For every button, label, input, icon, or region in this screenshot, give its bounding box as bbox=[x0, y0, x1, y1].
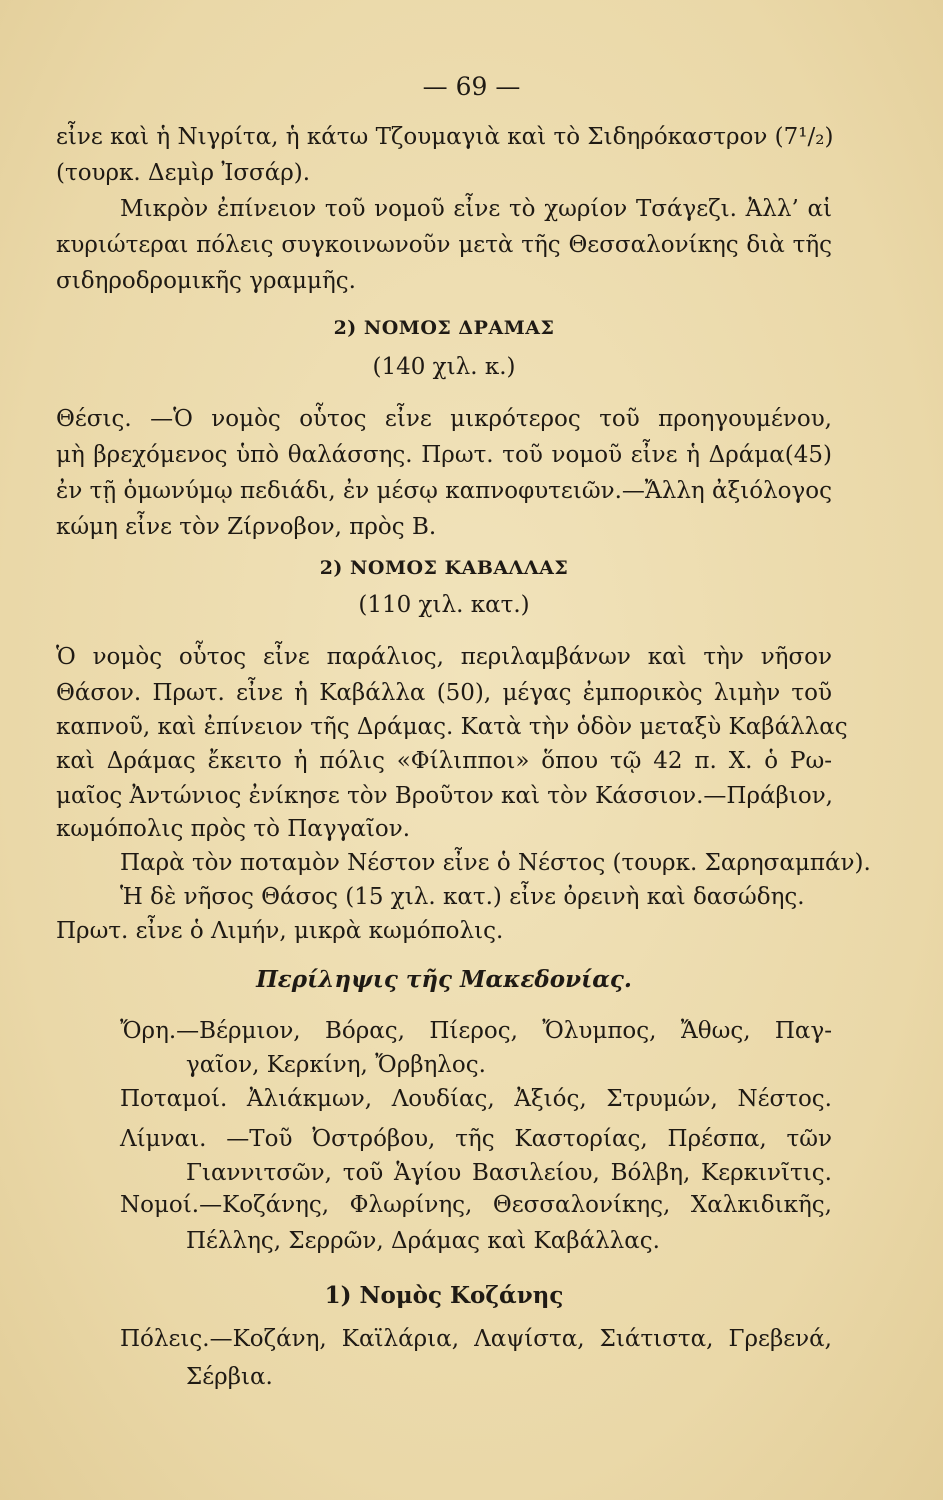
text-line: κυριώτεραι πόλεις συγκοινωνοῦν μετὰ τῆς Θεσσαλονίκης διὰ τῆς bbox=[56, 232, 832, 258]
text-line: Ἡ δὲ νῆσος Θάσος (15 χιλ. κατ.) εἶνε ὀρεινὴ καὶ δασώδης. bbox=[120, 884, 805, 910]
section-subheading: (110 χιλ. κατ.) bbox=[358, 592, 530, 618]
text-line: Πόλεις.—Κοζάνη, Καϊλάρια, Λαψίστα, Σιάτιστα, Γρεβενά, bbox=[120, 1326, 832, 1352]
section-heading: 2) ΝΟΜΟΣ ΚΑΒΑΛΛΑΣ bbox=[319, 557, 569, 579]
text-line: Γιαννιτσῶν, τοῦ Ἁγίου Βασιλείου, Βόλβη, Κερκινῖτις. bbox=[186, 1160, 832, 1186]
text-line: Ὁ νομὸς οὗτος εἶνε παράλιος, περιλαμβάνων καὶ τὴν νῆσον bbox=[56, 644, 832, 670]
subsection-heading: 1) Νομὸς Κοζάνης bbox=[324, 1282, 564, 1309]
text-line: Πρωτ. εἶνε ὁ Λιμήν, μικρὰ κωμόπολις. bbox=[56, 918, 504, 944]
text-line: Λίμναι. —Τοῦ Ὀστρόβου, τῆς Καστορίας, Πρέσπα, τῶν bbox=[120, 1126, 832, 1152]
text-line: σιδηροδρομικῆς γραμμῆς. bbox=[56, 268, 356, 294]
text-line: Μικρὸν ἐπίνειον τοῦ νομοῦ εἶνε τὸ χωρίον Τσάγεζι. Ἀλλ’ αἱ bbox=[120, 196, 832, 222]
text-line: Παρὰ τὸν ποταμὸν Νέστον εἶνε ὁ Νέστος (τουρκ. Σαρησαμπάν). bbox=[120, 850, 871, 876]
text-line: Σέρβια. bbox=[186, 1364, 273, 1390]
text-line: Ὄρη.—Βέρμιον, Βόρας, Πίερος, Ὄλυμπος, Ἄθως, Παγ- bbox=[120, 1018, 832, 1044]
text-line: Πέλλης, Σερρῶν, Δράμας καὶ Καβάλλας. bbox=[186, 1228, 660, 1254]
text-line: ἐν τῇ ὁμωνύμῳ πεδιάδι, ἐν μέσῳ καπνοφυτειῶν.—Ἄλλη ἀξιόλογος bbox=[56, 478, 832, 504]
text-line: κωμόπολις πρὸς τὸ Παγγαῖον. bbox=[56, 816, 411, 842]
text-line: γαῖον, Κερκίνη, Ὄρβηλος. bbox=[186, 1052, 486, 1078]
text-line: Θέσις. —Ὁ νομὸς οὗτος εἶνε μικρότερος τοῦ προηγουμένου, bbox=[56, 406, 832, 432]
section-heading: 2) ΝΟΜΟΣ ΔΡΑΜΑΣ bbox=[333, 317, 555, 339]
summary-heading: Περίληψις τῆς Μακεδονίας. bbox=[256, 966, 632, 993]
page-number: — 69 — bbox=[422, 72, 521, 101]
text-line: καὶ Δράμας ἔκειτο ἡ πόλις «Φίλιπποι» ὅπου τῷ 42 π. Χ. ὁ Ρω- bbox=[56, 748, 832, 774]
text-line: Θάσον. Πρωτ. εἶνε ἡ Καβάλλα (50), μέγας ἐμπορικὸς λιμὴν τοῦ bbox=[56, 680, 832, 706]
text-line: κώμη εἶνε τὸν Ζίρνοβον, πρὸς Β. bbox=[56, 514, 437, 540]
text-line: εἶνε καὶ ἡ Νιγρίτα, ἡ κάτω Τζουμαγιὰ καὶ τὸ Σιδηρόκαστρον (7¹/₂) bbox=[56, 124, 834, 150]
text-line: Νομοί.—Κοζάνης, Φλωρίνης, Θεσσαλονίκης, Χαλκιδικῆς, bbox=[120, 1192, 832, 1218]
text-line: (τουρκ. Δεμὶρ Ἰσσάρ). bbox=[56, 160, 311, 186]
text-line: Ποταμοί. Ἀλιάκμων, Λουδίας, Ἀξιός, Στρυμών, Νέστος. bbox=[120, 1086, 832, 1112]
text-line: μὴ βρεχόμενος ὑπὸ θαλάσσης. Πρωτ. τοῦ νομοῦ εἶνε ἡ Δράμα(45) bbox=[56, 442, 832, 468]
section-subheading: (140 χιλ. κ.) bbox=[372, 354, 516, 380]
text-line: μαῖος Ἀντώνιος ἐνίκησε τὸν Βροῦτον καὶ τὸν Κάσσιον.—Πράβιον, bbox=[56, 783, 833, 809]
text-line: καπνοῦ, καὶ ἐπίνειον τῆς Δράμας. Κατὰ τὴν ὁδὸν μεταξὺ Καβάλλας bbox=[56, 714, 848, 740]
